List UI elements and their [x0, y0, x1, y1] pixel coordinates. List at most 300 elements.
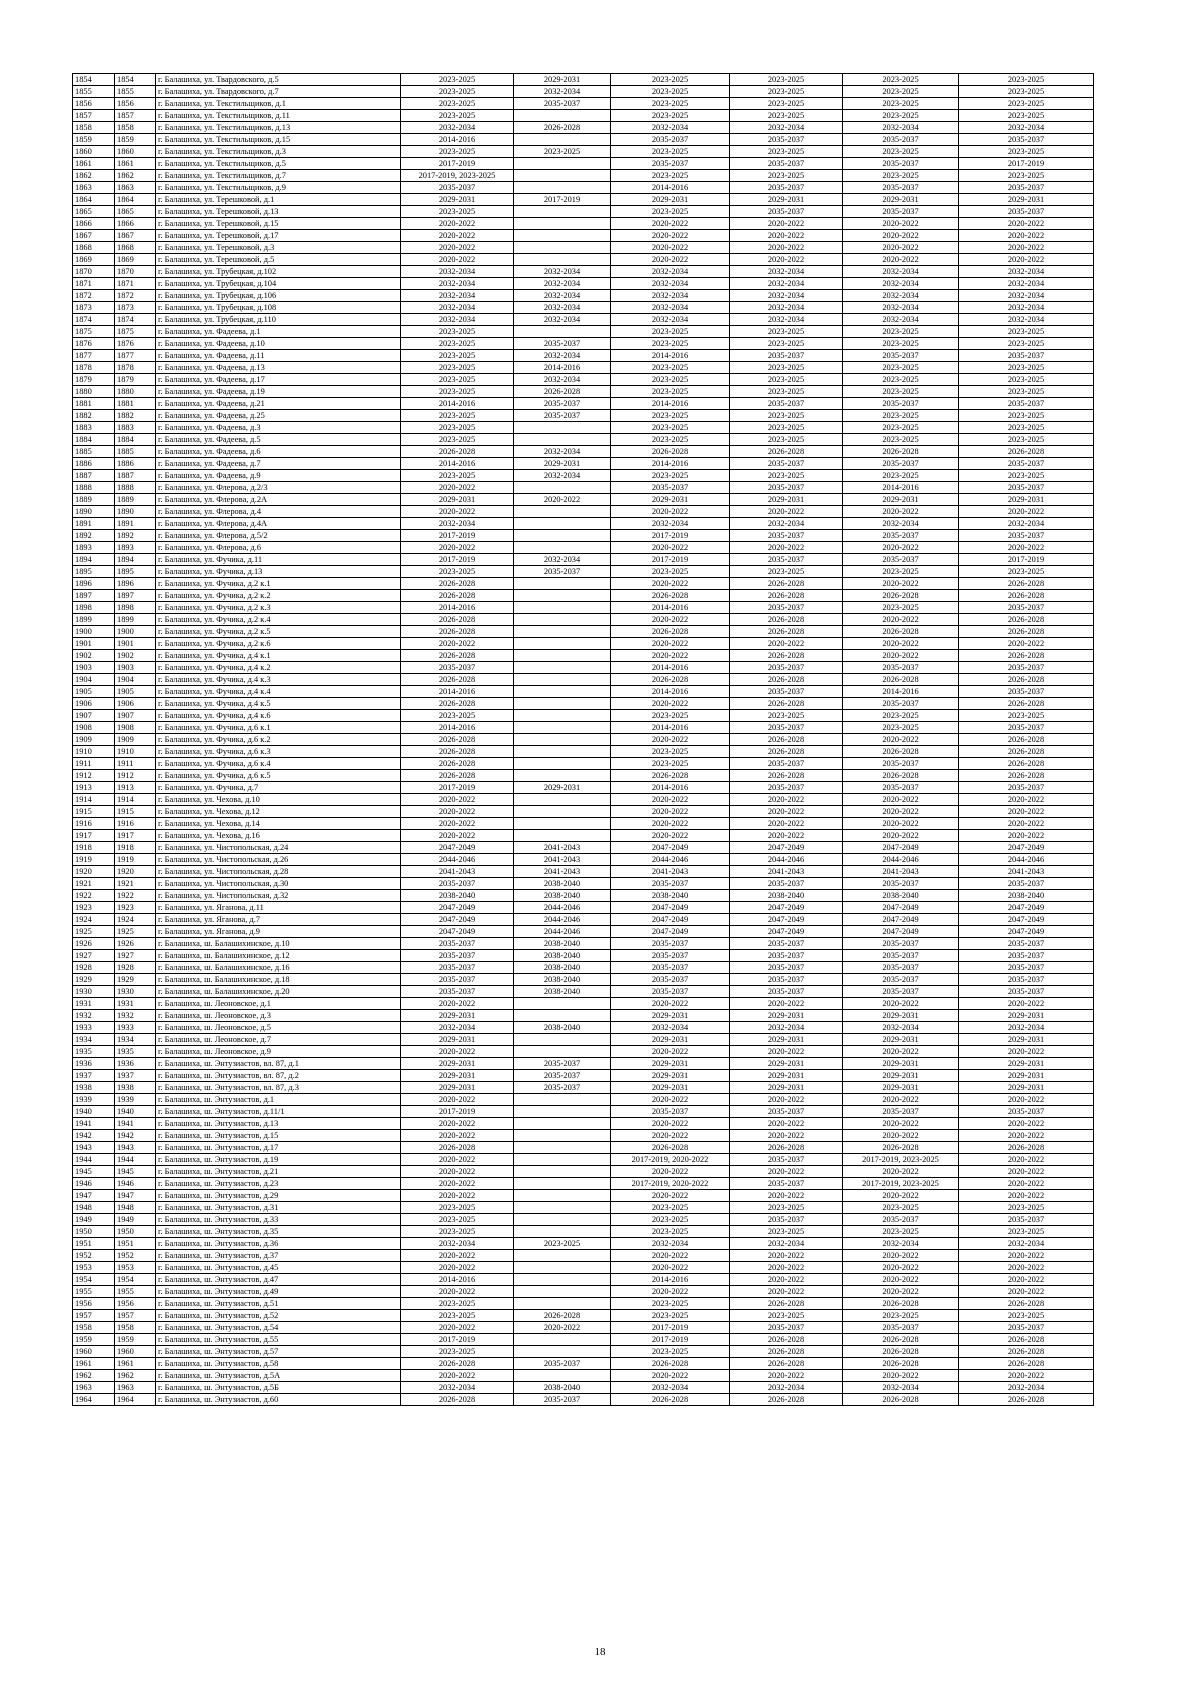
period-cell-1: 2014-2016 [401, 398, 514, 410]
period-cell-5: 2020-2022 [843, 218, 959, 230]
address-cell: г. Балашиха, ул. Текстильщиков, д.3 [156, 146, 401, 158]
row-index-cell: 1903 [73, 662, 115, 674]
row-index-cell: 1916 [73, 818, 115, 830]
period-cell-1: 2023-2025 [401, 386, 514, 398]
period-cell-1: 2026-2028 [401, 1142, 514, 1154]
period-cell-6: 2035-2037 [959, 950, 1094, 962]
period-cell-5: 2023-2025 [843, 362, 959, 374]
period-cell-6: 2032-2034 [959, 1238, 1094, 1250]
period-cell-2: 2029-2031 [514, 74, 611, 86]
row-index-cell: 1862 [73, 170, 115, 182]
row-number-cell: 1921 [115, 878, 156, 890]
period-cell-3: 2023-2025 [611, 206, 730, 218]
period-cell-2 [514, 578, 611, 590]
table-row [73, 434, 1094, 446]
period-cell-6: 2017-2019 [959, 158, 1094, 170]
period-cell-3: 2026-2028 [611, 674, 730, 686]
period-cell-1: 2017-2019, 2023-2025 [401, 170, 514, 182]
row-number-cell: 1909 [115, 734, 156, 746]
period-cell-2: 2032-2034 [514, 374, 611, 386]
table-row [73, 350, 1094, 362]
period-cell-1: 2026-2028 [401, 770, 514, 782]
period-cell-3: 2023-2025 [611, 434, 730, 446]
row-index-cell: 1887 [73, 470, 115, 482]
row-index-cell: 1886 [73, 458, 115, 470]
row-index-cell: 1951 [73, 1238, 115, 1250]
period-cell-3: 2014-2016 [611, 602, 730, 614]
table-row [73, 1322, 1094, 1334]
table-row [73, 1334, 1094, 1346]
period-cell-6: 2035-2037 [959, 134, 1094, 146]
row-index-cell: 1914 [73, 794, 115, 806]
period-cell-6: 2023-2025 [959, 338, 1094, 350]
period-cell-3: 2020-2022 [611, 1130, 730, 1142]
period-cell-2 [514, 1346, 611, 1358]
period-cell-1: 2023-2025 [401, 410, 514, 422]
row-index-cell: 1883 [73, 422, 115, 434]
row-number-cell: 1959 [115, 1334, 156, 1346]
row-index-cell: 1854 [73, 74, 115, 86]
row-index-cell: 1918 [73, 842, 115, 854]
address-cell: г. Балашиха, ул. Фадеева, д.25 [156, 410, 401, 422]
period-cell-6: 2026-2028 [959, 1334, 1094, 1346]
address-cell: г. Балашиха, ул. Терешковой, д.1 [156, 194, 401, 206]
period-cell-2: 2041-2043 [514, 854, 611, 866]
period-cell-1: 2029-2031 [401, 1070, 514, 1082]
period-cell-2: 2035-2037 [514, 1358, 611, 1370]
period-cell-5: 2023-2025 [843, 710, 959, 722]
table-row [73, 326, 1094, 338]
table-row [73, 1034, 1094, 1046]
period-cell-6: 2038-2040 [959, 890, 1094, 902]
period-cell-2: 2032-2034 [514, 266, 611, 278]
row-index-cell: 1940 [73, 1106, 115, 1118]
period-cell-3: 2017-2019 [611, 554, 730, 566]
row-index-cell: 1926 [73, 938, 115, 950]
address-cell: г. Балашиха, ш. Балашихинское, д.10 [156, 938, 401, 950]
period-cell-2: 2035-2037 [514, 410, 611, 422]
period-cell-4: 2023-2025 [730, 1310, 843, 1322]
period-cell-2: 2032-2034 [514, 554, 611, 566]
address-cell: г. Балашиха, ул. Фадеева, д.5 [156, 434, 401, 446]
address-cell: г. Балашиха, ш. Энтузиастов, д.5А [156, 1370, 401, 1382]
address-cell: г. Балашиха, ул. Терешковой, д.15 [156, 218, 401, 230]
table-row [73, 602, 1094, 614]
period-cell-3: 2023-2025 [611, 98, 730, 110]
period-cell-1: 2020-2022 [401, 1286, 514, 1298]
table-row [73, 122, 1094, 134]
row-number-cell: 1879 [115, 374, 156, 386]
row-index-cell: 1943 [73, 1142, 115, 1154]
period-cell-2: 2026-2028 [514, 122, 611, 134]
period-cell-2 [514, 1202, 611, 1214]
period-cell-6: 2023-2025 [959, 86, 1094, 98]
period-cell-6: 2023-2025 [959, 710, 1094, 722]
period-cell-2: 2020-2022 [514, 494, 611, 506]
table-row [73, 914, 1094, 926]
period-cell-2 [514, 1298, 611, 1310]
row-number-cell: 1963 [115, 1382, 156, 1394]
period-cell-1: 2020-2022 [401, 254, 514, 266]
period-cell-5: 2026-2028 [843, 1142, 959, 1154]
period-cell-5: 2035-2037 [843, 962, 959, 974]
period-cell-6: 2020-2022 [959, 1118, 1094, 1130]
period-cell-4: 2026-2028 [730, 1358, 843, 1370]
period-cell-3: 2029-2031 [611, 1082, 730, 1094]
row-number-cell: 1868 [115, 242, 156, 254]
period-cell-5: 2035-2037 [843, 158, 959, 170]
period-cell-1: 2020-2022 [401, 1094, 514, 1106]
period-cell-1: 2032-2034 [401, 122, 514, 134]
period-cell-3: 2029-2031 [611, 494, 730, 506]
period-cell-6: 2023-2025 [959, 1226, 1094, 1238]
period-cell-5: 2032-2034 [843, 314, 959, 326]
period-cell-3: 2020-2022 [611, 218, 730, 230]
period-cell-4: 2020-2022 [730, 818, 843, 830]
row-index-cell: 1961 [73, 1358, 115, 1370]
period-cell-6: 2026-2028 [959, 614, 1094, 626]
row-index-cell: 1933 [73, 1022, 115, 1034]
row-number-cell: 1897 [115, 590, 156, 602]
row-index-cell: 1858 [73, 122, 115, 134]
row-index-cell: 1871 [73, 278, 115, 290]
row-index-cell: 1909 [73, 734, 115, 746]
row-index-cell: 1950 [73, 1226, 115, 1238]
period-cell-2: 2032-2034 [514, 290, 611, 302]
period-cell-4: 2020-2022 [730, 1046, 843, 1058]
row-number-cell: 1929 [115, 974, 156, 986]
period-cell-4: 2026-2028 [730, 698, 843, 710]
row-index-cell: 1877 [73, 350, 115, 362]
period-cell-2 [514, 1166, 611, 1178]
period-cell-6: 2026-2028 [959, 1346, 1094, 1358]
period-cell-4: 2026-2028 [730, 578, 843, 590]
row-index-cell: 1869 [73, 254, 115, 266]
row-index-cell: 1890 [73, 506, 115, 518]
period-cell-4: 2032-2034 [730, 1382, 843, 1394]
period-cell-1: 2020-2022 [401, 818, 514, 830]
row-index-cell: 1906 [73, 698, 115, 710]
period-cell-2: 2041-2043 [514, 866, 611, 878]
period-cell-4: 2020-2022 [730, 230, 843, 242]
address-cell: г. Балашиха, ул. Яганова, д.11 [156, 902, 401, 914]
row-number-cell: 1882 [115, 410, 156, 422]
period-cell-3: 2023-2025 [611, 74, 730, 86]
period-cell-4: 2026-2028 [730, 626, 843, 638]
period-cell-4: 2023-2025 [730, 326, 843, 338]
period-cell-4: 2023-2025 [730, 410, 843, 422]
period-cell-1: 2023-2025 [401, 470, 514, 482]
period-cell-6: 2029-2031 [959, 1058, 1094, 1070]
period-cell-6: 2020-2022 [959, 1370, 1094, 1382]
table-row [73, 242, 1094, 254]
period-cell-6: 2035-2037 [959, 938, 1094, 950]
period-cell-6: 2023-2025 [959, 434, 1094, 446]
period-cell-2: 2026-2028 [514, 1310, 611, 1322]
address-cell: г. Балашиха, ш. Энтузиастов, д.1 [156, 1094, 401, 1106]
period-cell-1: 2017-2019 [401, 1106, 514, 1118]
period-cell-5: 2035-2037 [843, 398, 959, 410]
period-cell-6: 2026-2028 [959, 734, 1094, 746]
period-cell-5: 2026-2028 [843, 446, 959, 458]
address-cell: г. Балашиха, ул. Терешковой, д.13 [156, 206, 401, 218]
address-cell: г. Балашиха, ш. Леоновское, д.3 [156, 1010, 401, 1022]
row-index-cell: 1898 [73, 602, 115, 614]
period-cell-6: 2026-2028 [959, 746, 1094, 758]
address-cell: г. Балашиха, ул. Фучика, д.4 к.3 [156, 674, 401, 686]
table-row [73, 974, 1094, 986]
period-cell-1: 2023-2025 [401, 422, 514, 434]
period-cell-1: 2023-2025 [401, 1346, 514, 1358]
period-cell-5: 2035-2037 [843, 698, 959, 710]
period-cell-3: 2026-2028 [611, 1358, 730, 1370]
period-cell-2 [514, 1106, 611, 1118]
row-index-cell: 1907 [73, 710, 115, 722]
period-cell-5: 2020-2022 [843, 650, 959, 662]
period-cell-5: 2035-2037 [843, 554, 959, 566]
period-cell-4: 2035-2037 [730, 554, 843, 566]
period-cell-2 [514, 1370, 611, 1382]
period-cell-5: 2035-2037 [843, 938, 959, 950]
row-number-cell: 1955 [115, 1286, 156, 1298]
period-cell-5: 2020-2022 [843, 1094, 959, 1106]
period-cell-4: 2035-2037 [730, 950, 843, 962]
period-cell-3: 2035-2037 [611, 158, 730, 170]
address-cell: г. Балашиха, ул. Текстильщиков, д.1 [156, 98, 401, 110]
row-index-cell: 1910 [73, 746, 115, 758]
period-cell-4: 2047-2049 [730, 926, 843, 938]
period-cell-1: 2023-2025 [401, 326, 514, 338]
period-cell-5: 2035-2037 [843, 986, 959, 998]
period-cell-3: 2020-2022 [611, 506, 730, 518]
address-cell: г. Балашиха, ш. Балашихинское, д.12 [156, 950, 401, 962]
address-cell: г. Балашиха, ул. Текстильщиков, д.13 [156, 122, 401, 134]
period-cell-1: 2023-2025 [401, 350, 514, 362]
period-cell-4: 2026-2028 [730, 1346, 843, 1358]
row-number-cell: 1900 [115, 626, 156, 638]
row-number-cell: 1902 [115, 650, 156, 662]
address-cell: г. Балашиха, ул. Флерова, д.2/3 [156, 482, 401, 494]
period-cell-3: 2020-2022 [611, 1166, 730, 1178]
period-cell-5: 2020-2022 [843, 794, 959, 806]
period-cell-3: 2023-2025 [611, 326, 730, 338]
row-index-cell: 1934 [73, 1034, 115, 1046]
period-cell-1: 2029-2031 [401, 194, 514, 206]
period-cell-6: 2032-2034 [959, 314, 1094, 326]
table-row [73, 98, 1094, 110]
period-cell-3: 2020-2022 [611, 254, 730, 266]
row-number-cell: 1885 [115, 446, 156, 458]
address-cell: г. Балашиха, ул. Фучика, д.6 к.1 [156, 722, 401, 734]
period-cell-3: 2047-2049 [611, 842, 730, 854]
row-index-cell: 1905 [73, 686, 115, 698]
address-cell: г. Балашиха, ул. Фадеева, д.3 [156, 422, 401, 434]
row-number-cell: 1943 [115, 1142, 156, 1154]
row-number-cell: 1865 [115, 206, 156, 218]
address-cell: г. Балашиха, ул. Текстильщиков, д.9 [156, 182, 401, 194]
period-cell-2: 2038-2040 [514, 890, 611, 902]
row-index-cell: 1924 [73, 914, 115, 926]
period-cell-5: 2020-2022 [843, 1166, 959, 1178]
period-cell-1: 2035-2037 [401, 986, 514, 998]
table-row [73, 878, 1094, 890]
period-cell-2 [514, 794, 611, 806]
period-cell-6: 2026-2028 [959, 1142, 1094, 1154]
period-cell-1: 2023-2025 [401, 374, 514, 386]
table-row [73, 206, 1094, 218]
table-row [73, 950, 1094, 962]
table-row [73, 422, 1094, 434]
period-cell-5: 2023-2025 [843, 1202, 959, 1214]
period-cell-5: 2023-2025 [843, 146, 959, 158]
period-cell-4: 2020-2022 [730, 794, 843, 806]
row-number-cell: 1957 [115, 1310, 156, 1322]
period-cell-5: 2014-2016 [843, 482, 959, 494]
row-index-cell: 1938 [73, 1082, 115, 1094]
period-cell-5: 2035-2037 [843, 758, 959, 770]
row-index-cell: 1932 [73, 1010, 115, 1022]
period-cell-3: 2017-2019, 2020-2022 [611, 1154, 730, 1166]
period-cell-1: 2032-2034 [401, 1022, 514, 1034]
table-row [73, 1106, 1094, 1118]
period-cell-1: 2032-2034 [401, 1238, 514, 1250]
address-cell: г. Балашиха, ш. Энтузиастов, д.49 [156, 1286, 401, 1298]
period-cell-1: 2047-2049 [401, 926, 514, 938]
address-cell: г. Балашиха, ул. Твардовского, д.5 [156, 74, 401, 86]
address-cell: г. Балашиха, ул. Флерова, д.4А [156, 518, 401, 530]
period-cell-1: 2023-2025 [401, 1214, 514, 1226]
period-cell-1: 2014-2016 [401, 686, 514, 698]
period-cell-6: 2035-2037 [959, 974, 1094, 986]
period-cell-5: 2026-2028 [843, 590, 959, 602]
period-cell-4: 2026-2028 [730, 590, 843, 602]
period-cell-4: 2029-2031 [730, 494, 843, 506]
row-index-cell: 1953 [73, 1262, 115, 1274]
period-cell-2: 2044-2046 [514, 902, 611, 914]
period-cell-1: 2017-2019 [401, 158, 514, 170]
row-index-cell: 1908 [73, 722, 115, 734]
period-cell-1: 2020-2022 [401, 830, 514, 842]
period-cell-1: 2023-2025 [401, 566, 514, 578]
period-cell-2 [514, 1214, 611, 1226]
period-cell-4: 2047-2049 [730, 914, 843, 926]
row-number-cell: 1888 [115, 482, 156, 494]
row-index-cell: 1876 [73, 338, 115, 350]
period-cell-6: 2023-2025 [959, 362, 1094, 374]
row-number-cell: 1906 [115, 698, 156, 710]
row-index-cell: 1927 [73, 950, 115, 962]
row-number-cell: 1940 [115, 1106, 156, 1118]
period-cell-5: 2020-2022 [843, 1370, 959, 1382]
period-cell-6: 2020-2022 [959, 806, 1094, 818]
row-number-cell: 1877 [115, 350, 156, 362]
row-index-cell: 1923 [73, 902, 115, 914]
row-index-cell: 1937 [73, 1070, 115, 1082]
row-number-cell: 1866 [115, 218, 156, 230]
row-number-cell: 1901 [115, 638, 156, 650]
table-row [73, 578, 1094, 590]
row-index-cell: 1856 [73, 98, 115, 110]
period-cell-2 [514, 230, 611, 242]
address-cell: г. Балашиха, ул. Твардовского, д.7 [156, 86, 401, 98]
row-number-cell: 1950 [115, 1226, 156, 1238]
period-cell-3: 2023-2025 [611, 338, 730, 350]
period-cell-5: 2023-2025 [843, 374, 959, 386]
row-number-cell: 1956 [115, 1298, 156, 1310]
period-cell-1: 2020-2022 [401, 1178, 514, 1190]
period-cell-2 [514, 1118, 611, 1130]
row-index-cell: 1884 [73, 434, 115, 446]
period-cell-3: 2023-2025 [611, 1226, 730, 1238]
row-number-cell: 1870 [115, 266, 156, 278]
period-cell-2 [514, 1250, 611, 1262]
period-cell-6: 2035-2037 [959, 686, 1094, 698]
row-number-cell: 1881 [115, 398, 156, 410]
address-cell: г. Балашиха, ш. Леоновское, д.9 [156, 1046, 401, 1058]
period-cell-5: 2020-2022 [843, 242, 959, 254]
row-number-cell: 1927 [115, 950, 156, 962]
period-cell-6: 2020-2022 [959, 218, 1094, 230]
address-cell: г. Балашиха, ул. Чехова, д.14 [156, 818, 401, 830]
period-cell-3: 2035-2037 [611, 878, 730, 890]
period-cell-5: 2032-2034 [843, 1238, 959, 1250]
period-cell-5: 2020-2022 [843, 1130, 959, 1142]
period-cell-3: 2020-2022 [611, 794, 730, 806]
period-cell-5: 2023-2025 [843, 422, 959, 434]
period-cell-5: 2020-2022 [843, 638, 959, 650]
period-cell-2: 2035-2037 [514, 98, 611, 110]
period-cell-1: 2038-2040 [401, 890, 514, 902]
period-cell-5: 2023-2025 [843, 326, 959, 338]
row-number-cell: 1869 [115, 254, 156, 266]
row-number-cell: 1898 [115, 602, 156, 614]
row-number-cell: 1932 [115, 1010, 156, 1022]
address-cell: г. Балашиха, ш. Леоновское, д.5 [156, 1022, 401, 1034]
row-index-cell: 1882 [73, 410, 115, 422]
table-row [73, 818, 1094, 830]
period-cell-3: 2029-2031 [611, 194, 730, 206]
row-number-cell: 1951 [115, 1238, 156, 1250]
period-cell-5: 2035-2037 [843, 662, 959, 674]
table-row [73, 410, 1094, 422]
period-cell-1: 2035-2037 [401, 878, 514, 890]
row-number-cell: 1961 [115, 1358, 156, 1370]
period-cell-3: 2026-2028 [611, 1142, 730, 1154]
row-number-cell: 1920 [115, 866, 156, 878]
period-cell-1: 2032-2034 [401, 302, 514, 314]
address-cell: г. Балашиха, ул. Фучика, д.2 к.6 [156, 638, 401, 650]
period-cell-3: 2020-2022 [611, 1190, 730, 1202]
period-cell-4: 2023-2025 [730, 98, 843, 110]
address-cell: г. Балашиха, ул. Текстильщиков, д.7 [156, 170, 401, 182]
period-cell-6: 2026-2028 [959, 674, 1094, 686]
period-cell-5: 2047-2049 [843, 914, 959, 926]
period-cell-2 [514, 530, 611, 542]
row-number-cell: 1911 [115, 758, 156, 770]
row-number-cell: 1857 [115, 110, 156, 122]
period-cell-6: 2035-2037 [959, 398, 1094, 410]
address-cell: г. Балашиха, ул. Фадеева, д.1 [156, 326, 401, 338]
period-cell-4: 2038-2040 [730, 890, 843, 902]
period-cell-4: 2041-2043 [730, 866, 843, 878]
period-cell-6: 2023-2025 [959, 110, 1094, 122]
address-cell: г. Балашиха, ул. Фучика, д.11 [156, 554, 401, 566]
table-row [73, 158, 1094, 170]
period-cell-5: 2026-2028 [843, 674, 959, 686]
period-cell-6: 2023-2025 [959, 98, 1094, 110]
period-cell-4: 2026-2028 [730, 770, 843, 782]
address-cell: г. Балашиха, ул. Трубецкая, д.102 [156, 266, 401, 278]
